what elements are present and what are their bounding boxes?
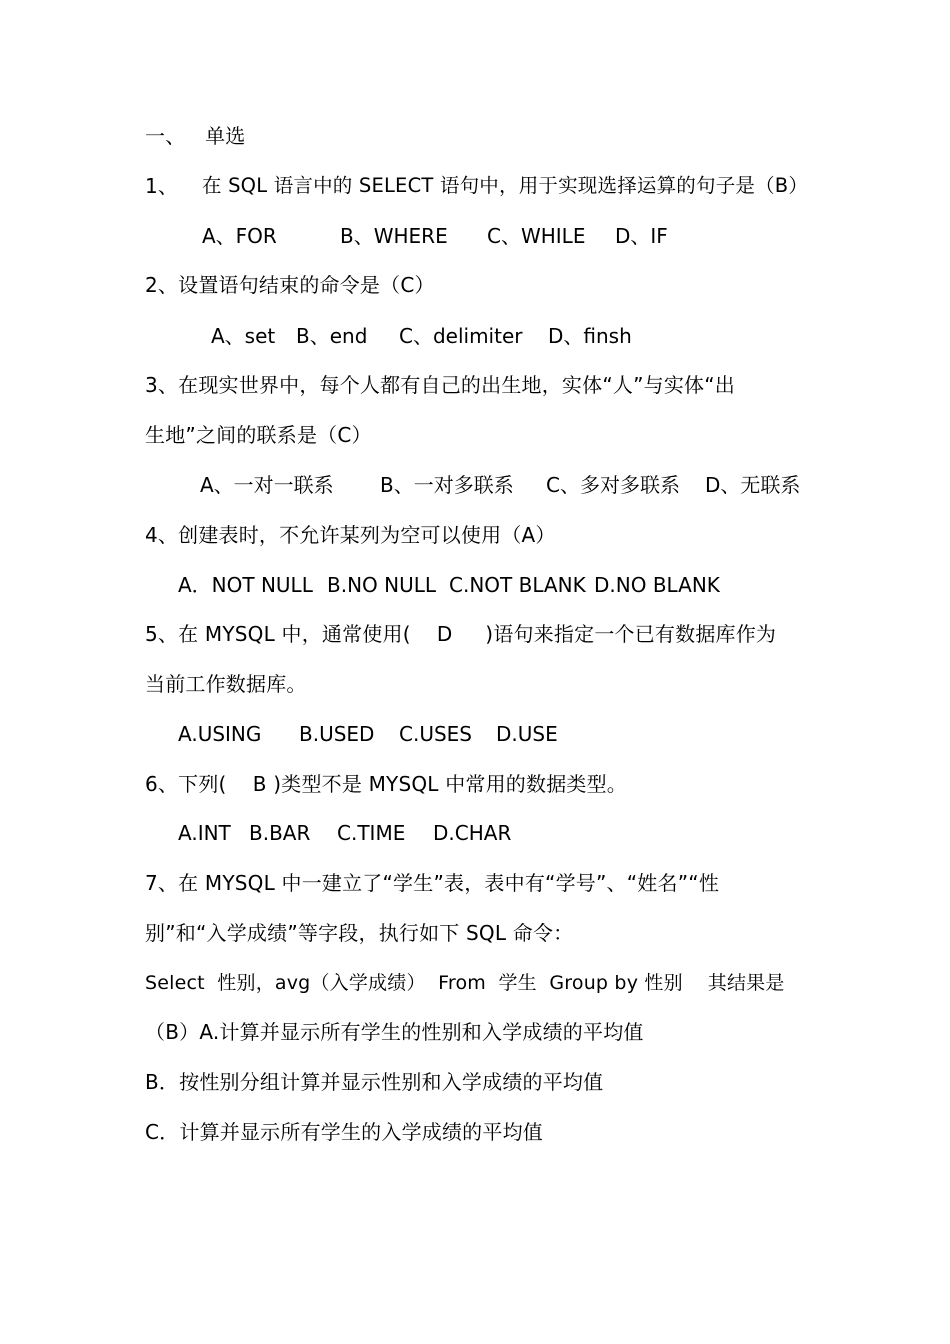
- question-5-stem-line-1: 5、在 MYSQL 中，通常使用( D )语句来指定一个已有数据库作为: [145, 622, 777, 646]
- question-5-option-b: B.USED: [299, 722, 375, 746]
- question-4-option-a: A．NOT NULL: [178, 573, 313, 597]
- question-5-stem-line-2: 当前工作数据库。: [145, 672, 307, 696]
- question-7-stem-line-1: 7、在 MYSQL 中一建立了“学生”表，表中有“学号”、“姓名”“性: [145, 871, 720, 895]
- question-4-option-b: B.NO NULL: [327, 573, 437, 597]
- question-3-option-a: A、一对一联系: [200, 473, 334, 497]
- question-7-stem-line-6: C．计算并显示所有学生的入学成绩的平均值: [145, 1120, 543, 1144]
- question-1-stem: 在 SQL 语言中的 SELECT 语句中，用于实现选择运算的句子是（B）: [202, 174, 809, 197]
- question-6-option-d: D.CHAR: [433, 821, 512, 845]
- section-heading: 一、 单选: [145, 124, 246, 148]
- question-7-stem-line-2: 别”和“入学成绩”等字段，执行如下 SQL 命令：: [145, 921, 574, 945]
- question-7-stem-line-3: Select 性别，avg（入学成绩） From 学生 Group by 性别 其结果是: [145, 972, 785, 994]
- question-4-option-c: C.NOT BLANK: [449, 573, 586, 597]
- question-5-option-d: D.USE: [496, 722, 558, 746]
- question-5-option-a: A.USING: [178, 722, 262, 746]
- question-3-option-b: B、一对多联系: [380, 473, 514, 497]
- question-2-option-b: B、end: [296, 324, 368, 348]
- question-4-stem: 4、创建表时，不允许某列为空可以使用（A）: [145, 523, 556, 547]
- question-2-option-a: A、set: [211, 324, 276, 348]
- question-3-stem-line-1: 3、在现实世界中，每个人都有自己的出生地，实体“人”与实体“出: [145, 373, 736, 397]
- question-7-stem-line-5: B．按性别分组计算并显示性别和入学成绩的平均值: [145, 1070, 604, 1094]
- question-3-option-d: D、无联系: [705, 473, 801, 497]
- question-6-option-c: C.TIME: [337, 821, 406, 845]
- question-1-number: 1、: [145, 174, 179, 198]
- question-6-option-a: A.INT: [178, 821, 231, 845]
- question-2-option-d: D、finsh: [548, 324, 632, 348]
- question-6-option-b: B.BAR: [249, 821, 311, 845]
- question-2-stem: 2、设置语句结束的命令是（C）: [145, 273, 435, 297]
- question-3-option-c: C、多对多联系: [546, 473, 680, 497]
- question-6-stem: 6、下列( B )类型不是 MYSQL 中常用的数据类型。: [145, 772, 628, 796]
- question-4-option-d: D.NO BLANK: [594, 573, 720, 597]
- question-2-option-c: C、delimiter: [399, 324, 523, 348]
- question-7-stem-line-4: （B）A.计算并显示所有学生的性别和入学成绩的平均值: [145, 1020, 644, 1044]
- question-3-stem-line-2: 生地”之间的联系是（C）: [145, 423, 372, 447]
- question-1-option-a: A、FOR: [202, 224, 277, 248]
- question-5-option-c: C.USES: [399, 722, 472, 746]
- question-1-option-b: B、WHERE: [340, 224, 448, 248]
- question-1-option-d: D、IF: [615, 224, 668, 248]
- question-1-option-c: C、WHILE: [487, 224, 586, 248]
